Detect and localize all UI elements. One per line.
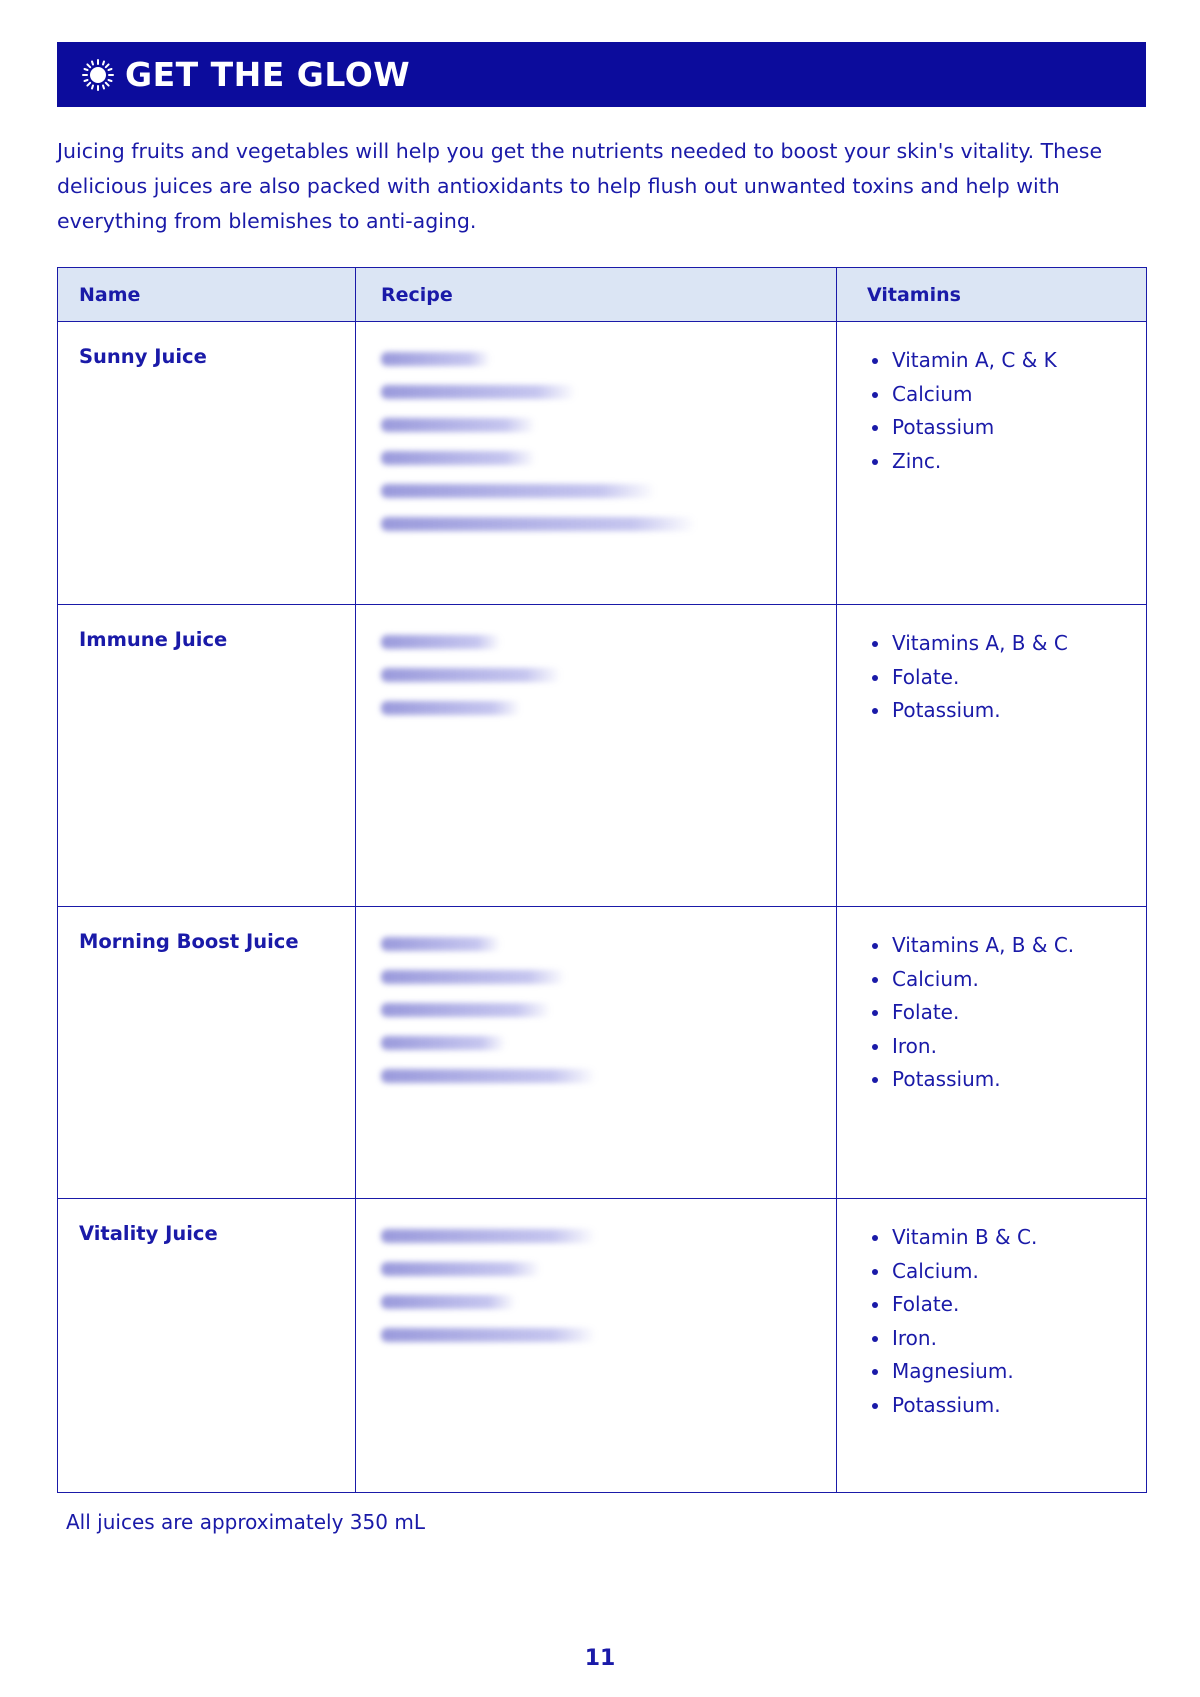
juice-name: Sunny Juice [79,345,207,368]
vitamin-item: Calcium. [867,963,1146,997]
redacted-line [381,1003,551,1017]
juice-name-cell [58,322,356,605]
column-header-recipe: Recipe [356,268,837,322]
recipe-cell-redacted [356,907,837,1199]
redacted-line [381,970,566,984]
vitamins-cell [837,907,1147,1199]
redacted-line [381,517,696,531]
redacted-line [381,484,656,498]
redacted-line [381,352,491,366]
redacted-line [381,1295,516,1309]
juice-name: Morning Boost Juice [79,930,299,953]
redacted-line [381,451,536,465]
vitamin-item: Folate. [867,661,1146,695]
sun-icon [81,58,115,92]
juice-name: Vitality Juice [79,1222,218,1245]
redacted-line [381,418,536,432]
juice-name-cell [58,907,356,1199]
redacted-line [381,668,561,682]
table-row [58,605,1147,907]
vitamins-cell [837,322,1147,605]
vitamin-item: Calcium [867,378,1146,412]
vitamins-list [867,344,1146,478]
redacted-line [381,635,501,649]
redacted-line [381,385,576,399]
table-row [58,322,1147,605]
redacted-line [381,1229,596,1243]
vitamin-item: Magnesium. [867,1355,1146,1389]
vitamin-item: Calcium. [867,1255,1146,1289]
redacted-recipe [381,635,836,715]
vitamin-item: Iron. [867,1322,1146,1356]
vitamins-list [867,1221,1146,1422]
vitamin-item: Potassium. [867,1389,1146,1423]
vitamins-list [867,627,1146,728]
intro-paragraph: Juicing fruits and vegetables will help you get the nutrients needed to boost your skin's vitality. These delicious juices are also packed with antioxidants to help flush out unwanted toxins and help with everything from blemishes to anti-aging. [57,139,1103,233]
juice-name: Immune Juice [79,628,228,651]
redacted-line [381,1036,506,1050]
vitamins-list [867,929,1146,1097]
redacted-line [381,701,521,715]
vitamins-cell [837,605,1147,907]
redacted-line [381,1328,596,1342]
recipe-cell-redacted [356,322,837,605]
vitamin-item: Vitamin A, C & K [867,344,1146,378]
redacted-recipe [381,352,836,531]
table-header-row [58,268,1147,322]
recipe-cell-redacted [356,605,837,907]
page-number: 11 [584,1646,616,1671]
juice-name-cell [58,1199,356,1493]
redacted-recipe [381,1229,836,1342]
vitamin-item: Vitamins A, B & C [867,627,1146,661]
vitamin-item: Potassium [867,411,1146,445]
table-row [58,1199,1147,1493]
section-header-bar [57,42,1146,107]
redacted-recipe [381,937,836,1083]
juice-table [57,267,1147,1493]
page-title: GET THE GLOW [125,55,411,94]
redacted-line [381,1262,541,1276]
column-header-vitamins: Vitamins [837,268,1147,322]
vitamin-item: Potassium. [867,694,1146,728]
footnote: All juices are approximately 350 mL [66,1510,425,1534]
vitamin-item: Vitamins A, B & C. [867,929,1146,963]
redacted-line [381,937,501,951]
vitamin-item: Folate. [867,1288,1146,1322]
recipe-cell-redacted [356,1199,837,1493]
vitamin-item: Zinc. [867,445,1146,479]
redacted-line [381,1069,596,1083]
vitamin-item: Folate. [867,996,1146,1030]
vitamin-item: Vitamin B & C. [867,1221,1146,1255]
juice-name-cell [58,605,356,907]
vitamin-item: Potassium. [867,1063,1146,1097]
vitamin-item: Iron. [867,1030,1146,1064]
table-row [58,907,1147,1199]
column-header-name: Name [58,268,356,322]
vitamins-cell [837,1199,1147,1493]
